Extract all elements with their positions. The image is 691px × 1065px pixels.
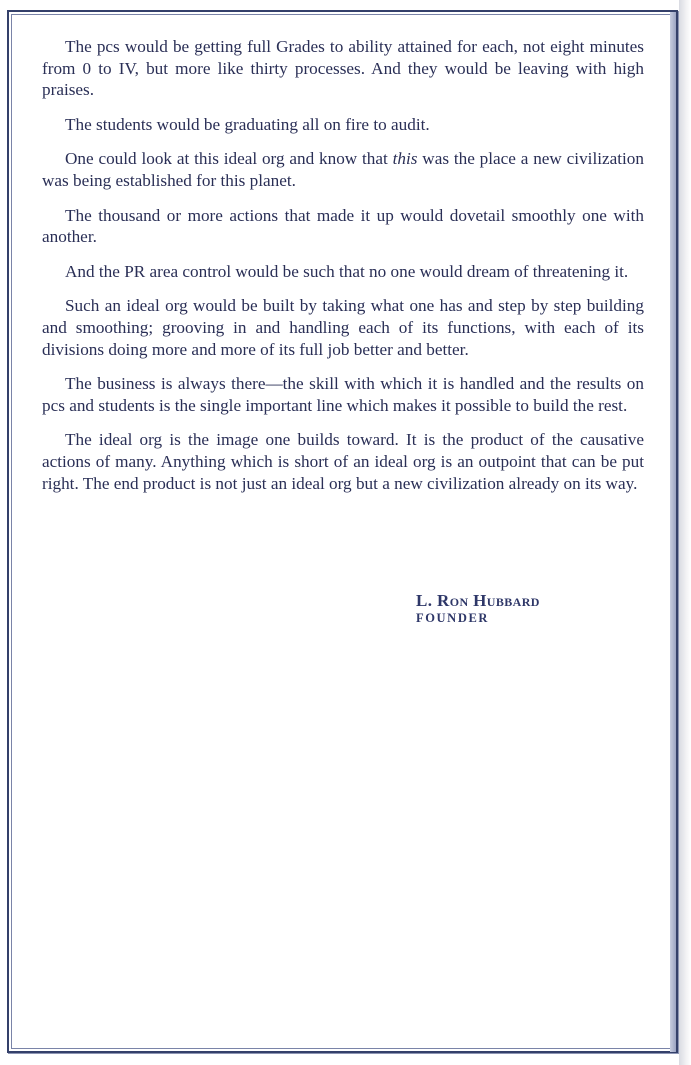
- paragraph-text: was the place a new civilization was being established for this planet.: [42, 149, 644, 190]
- author-name: L. Ron Hubbard: [416, 591, 540, 610]
- page-edge-shadow: [679, 0, 691, 1065]
- emphasis-text: this: [392, 149, 418, 169]
- paragraph-thousand-actions: The thousand or more actions that made it up would dovetail smoothly one with another.: [42, 205, 644, 247]
- paragraph-business: The business is always there—the skill with which it is handled and the results on pcs and students is the single important line which makes it possible to build the rest.: [42, 374, 644, 415]
- paragraph-text: One could look at this ideal org and know that: [65, 149, 393, 169]
- signature-block: [416, 591, 540, 625]
- paragraph-students: The students would be graduating all on fire to audit.: [65, 114, 430, 134]
- paragraph-pr-area-control: And the PR area control would be such that no one would dream of threatening it.: [65, 261, 629, 281]
- paragraph-pcs-grades: The pcs would be getting full Grades to ability attained for each, not eight minutes from 0 to IV, but more like thirty processes. And they would be leaving with high praises.: [42, 37, 644, 100]
- paragraph-building-ideal-org: Such an ideal org would be built by taking what one has and step by step building and smoothing; grooving in and handling each of its functions, with each of its divisions doing more and more of its full job better and better.: [42, 296, 644, 359]
- paragraph-new-civilization: [42, 148, 644, 191]
- paragraph-ideal-org-image: The ideal org is the image one builds toward. It is the product of the causative actions of many. Anything which is short of an ideal org is an outpoint that can be put right. The end product is not just an ideal org but a new civilization already on its way.: [42, 430, 644, 493]
- author-title: FOUNDER: [416, 611, 490, 625]
- document-body: [42, 36, 644, 507]
- page-border-right-band: [670, 12, 676, 1052]
